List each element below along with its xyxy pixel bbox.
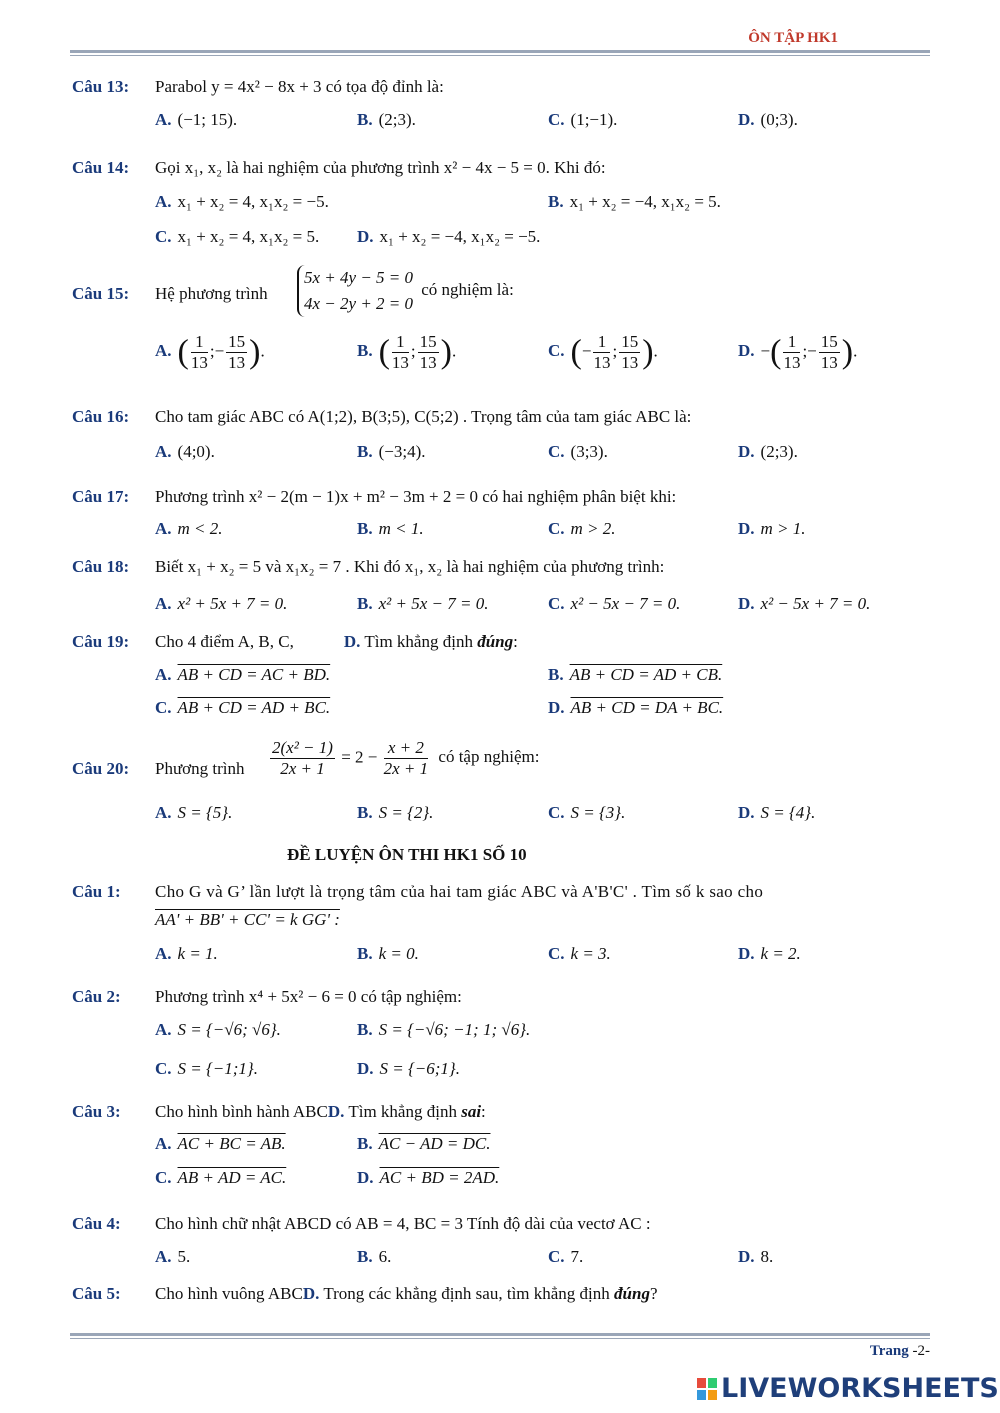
equation-20: $\frac{\text{2(x² − 1)}}{2x + 1}$ = 2 − $\frac{x + 2}{2x + 1}$ có tập nghiệm: [272,738,540,778]
top-rule [70,50,930,53]
option-b[interactable]: B. AB + CD = AD + CB. [548,665,723,684]
question2-2: Câu 2: Phương trình x⁴ + 5x² − 6 = 0 có tập nghiệm: [72,987,462,1006]
option-b[interactable]: B. ( $\frac{1}{13}$ ; $\frac{15}{13}$ ). [357,332,457,372]
question-18: Câu 18: Biết x₁ + x₂ = 5 và x₁x₂ = 7 . Khi đó x₁, x₂ là hai nghiệm của phương trình: [72,557,665,576]
options-18 [0,592,1000,616]
option-a[interactable]: A. S = {−√6; √6}. [155,1020,281,1039]
question-14: Câu 14: Gọi x₁, x₂ là hai nghiệm của phương trình x² − 4x − 5 = 0. Khi đó: [72,158,606,177]
question-19: Câu 19: Cho 4 điểm A, B, C, D. Tìm khẳng định đúng: [72,632,518,651]
option-c[interactable]: C. k = 3. [548,944,611,963]
option-a[interactable]: A. S = {5}. [155,803,233,822]
option-b[interactable]: B. S = {2}. [357,803,434,822]
question2-1-line2: AA' + BB' + CC' = k GG' : [155,910,340,929]
option-d[interactable]: D. 8. [738,1247,774,1266]
option-a[interactable]: A. ( $\frac{1}{13}$ ;− $\frac{15}{13}$ ). [155,332,265,372]
question2-1: Câu 1: Cho G và G’ lần lượt là trọng tâm của hai tam giác ABC và A'B'C' . Tìm số k sao cho [72,882,764,901]
options2-3-row2 [0,1166,1000,1190]
option-d[interactable]: D. AB + CD = DA + BC. [548,698,724,717]
bottom-rule [70,1333,930,1336]
option-d[interactable]: D. (0;3). [738,110,798,129]
page-number: Trang -2- [869,1343,930,1359]
option-d[interactable]: D. x₁ + x₂ = −4, x₁x₂ = −5. [357,227,541,246]
section-title: ĐỀ LUYỆN ÔN THI HK1 SỐ 10 [287,845,527,864]
options-19-row2 [0,696,1000,720]
question-16: Câu 16: Cho tam giác ABC có A(1;2), B(3;5), C(5;2) . Trọng tâm của tam giác ABC là: [72,407,692,426]
option-b[interactable]: B. x² + 5x − 7 = 0. [357,594,489,613]
option-a[interactable]: A. m < 2. [155,519,223,538]
option-d[interactable]: D. x² − 5x + 7 = 0. [738,594,871,613]
option-b[interactable]: B. 6. [357,1247,392,1266]
options-20 [0,801,1000,825]
option-c[interactable]: C. x² − 5x − 7 = 0. [548,594,681,613]
option-d[interactable]: D. S = {−6;1}. [357,1059,460,1078]
question-15: Câu 15: Hệ phương trình [72,284,268,303]
option-d[interactable]: D. k = 2. [738,944,801,963]
question2-4: Câu 4: Cho hình chữ nhật ABCD có AB = 4, BC = 3 Tính độ dài của vectơ AC : [72,1214,651,1233]
option-b[interactable]: B. S = {−√6; −1; 1; √6}. [357,1020,531,1039]
option-a[interactable]: A. AC + BC = AB. [155,1134,286,1153]
option-b[interactable]: B. m < 1. [357,519,424,538]
option-a[interactable]: A. AB + CD = AC + BD. [155,665,331,684]
option-b[interactable]: B. AC − AD = DC. [357,1134,491,1153]
option-b[interactable]: B. (−3;4). [357,442,426,461]
question-20: Câu 20: Phương trình [72,759,245,778]
options-19-row1 [0,663,1000,687]
option-d[interactable]: D. S = {4}. [738,803,816,822]
options-17 [0,517,1000,541]
options-14-row2 [0,225,1000,249]
options2-3-row1 [0,1132,1000,1156]
options-16 [0,440,1000,464]
option-c[interactable]: C. (3;3). [548,442,608,461]
bottom-rule-thin [70,1338,930,1339]
equation-system: 5x + 4y − 5 = 0 4x − 2y + 2 = 0 có nghiệm là: [297,265,514,317]
option-c[interactable]: C. S = {−1;1}. [155,1059,258,1078]
option-d[interactable]: D. m > 1. [738,519,806,538]
option-c[interactable]: C. (1;−1). [548,110,618,129]
options-13 [0,108,1000,132]
question-13: Câu 13: Parabol y = 4x² − 8x + 3 có tọa độ đỉnh là: [72,77,444,96]
options2-2-row1 [0,1018,1000,1042]
brand-logo[interactable]: LIVEWORKSHEETS [697,1372,999,1406]
options-14-row1 [0,190,1000,214]
options2-1 [0,942,1000,966]
question-17: Câu 17: Phương trình x² − 2(m − 1)x + m² − 3m + 2 = 0 có hai nghiệm phân biệt khi: [72,487,677,506]
option-a[interactable]: A. 5. [155,1247,191,1266]
option-c[interactable]: C. x₁ + x₂ = 4, x₁x₂ = 5. [155,227,320,246]
option-b[interactable]: B. (2;3). [357,110,416,129]
top-rule-thin [70,55,930,56]
question2-5: Câu 5: Cho hình vuông ABCD. Trong các khẳng định sau, tìm khẳng định đúng? [72,1284,658,1303]
option-b[interactable]: B. x₁ + x₂ = −4, x₁x₂ = 5. [548,192,721,211]
option-d[interactable]: D. −( $\frac{1}{13}$ ;− $\frac{15}{13}$ ). [738,332,858,372]
option-a[interactable]: A. x² + 5x + 7 = 0. [155,594,288,613]
option-c[interactable]: C. m > 2. [548,519,616,538]
option-a[interactable]: A. x₁ + x₂ = 4, x₁x₂ = −5. [155,192,329,211]
option-c[interactable]: C. S = {3}. [548,803,626,822]
question2-3: Câu 3: Cho hình bình hành ABCD. Tìm khẳng định sai: [72,1102,486,1121]
option-c[interactable]: C. AB + CD = AD + BC. [155,698,331,717]
option-a[interactable]: A. (−1; 15). [155,110,238,129]
option-d[interactable]: D. (2;3). [738,442,798,461]
option-c[interactable]: C. AB + AD = AC. [155,1168,287,1187]
option-b[interactable]: B. k = 0. [357,944,419,963]
option-a[interactable]: A. (4;0). [155,442,215,461]
option-c[interactable]: C. (− $\frac{1}{13}$ ; $\frac{15}{13}$ ). [548,332,658,372]
liveworksheets-logo-icon [697,1378,717,1400]
option-c[interactable]: C. 7. [548,1247,584,1266]
option-d[interactable]: D. AC + BD = 2AD. [357,1168,500,1187]
header-title: ÔN TẬP HK1 [748,30,838,46]
option-a[interactable]: A. k = 1. [155,944,218,963]
options2-2-row2 [0,1057,1000,1081]
options2-4 [0,1245,1000,1269]
